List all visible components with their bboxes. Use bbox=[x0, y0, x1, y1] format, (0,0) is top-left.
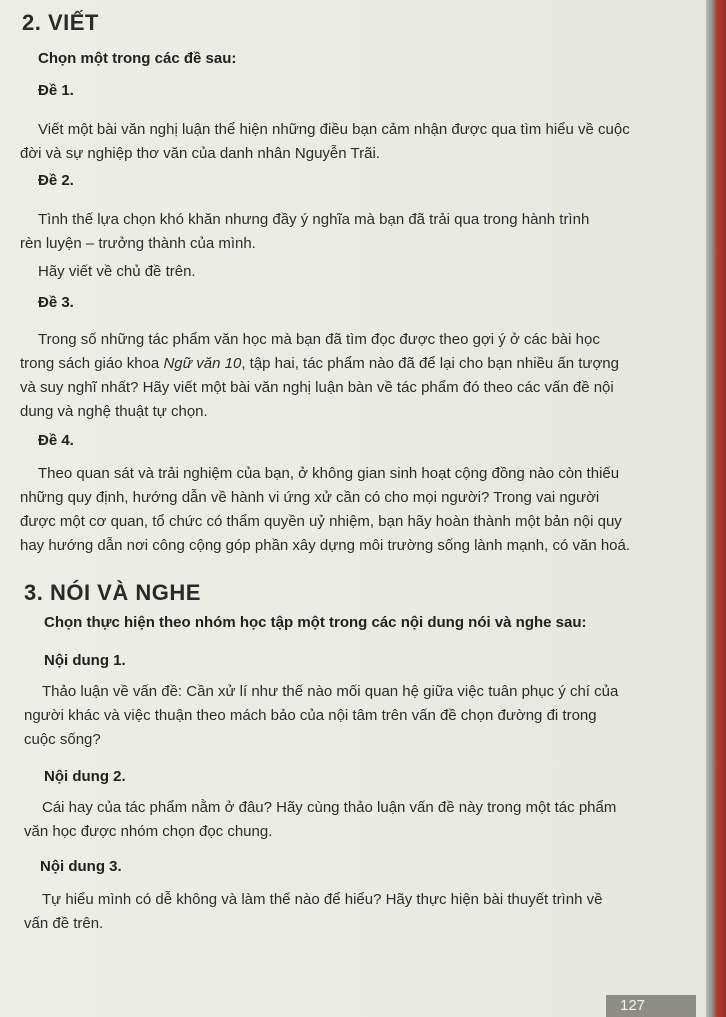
viet-intro: Chọn một trong các đề sau: bbox=[38, 50, 237, 67]
de4-line4: hay hướng dẫn nơi công cộng góp phần xây dựng môi trường sống lành mạnh, có văn hoá. bbox=[20, 537, 631, 554]
de2-line2: rèn luyện – trưởng thành của mình. bbox=[20, 235, 256, 252]
de2-text bbox=[20, 208, 589, 256]
de3-line2: trong sách giáo khoa Ngữ văn 10, tập hai, tác phẩm nào đã để lại cho bạn nhiều ấn tượng bbox=[20, 355, 619, 372]
book-edge bbox=[706, 0, 726, 1017]
de1-line1: Viết một bài văn nghị luận thể hiện những điều bạn cảm nhận được qua tìm hiểu về cuộc bbox=[38, 121, 630, 138]
de2-line1: Tình thế lựa chọn khó khăn nhưng đầy ý nghĩa mà bạn đã trải qua trong hành trình bbox=[38, 211, 590, 228]
de2-text-2 bbox=[20, 260, 196, 284]
de1-text bbox=[20, 118, 630, 166]
de3-line1: Trong số những tác phẩm văn học mà bạn đã tìm đọc được theo gợi ý ở các bài học bbox=[38, 331, 600, 348]
nd2-title: Nội dung 2. bbox=[44, 768, 126, 785]
noi-va-nghe-intro: Chọn thực hiện theo nhóm học tập một trong các nội dung nói và nghe sau: bbox=[44, 614, 587, 631]
de3-text bbox=[20, 328, 619, 424]
de3-title: Đề 3. bbox=[38, 294, 74, 311]
de4-title: Đề 4. bbox=[38, 432, 74, 449]
nd2-text bbox=[24, 778, 616, 844]
de3-line3: và suy nghĩ nhất? Hãy viết một bài văn nghị luận bàn về tác phẩm đó theo các vấn đề nội bbox=[20, 379, 614, 396]
de1-title: Đề 1. bbox=[38, 82, 74, 99]
section-heading-noi-va-nghe: 3. NÓI VÀ NGHE bbox=[24, 580, 201, 605]
nd3-title: Nội dung 3. bbox=[40, 858, 122, 875]
book-title: Ngữ văn 10 bbox=[163, 355, 242, 372]
nd3-line1: Tự hiểu mình có dễ không và làm thế nào để hiểu? Hãy thực hiện bài thuyết trình về bbox=[42, 891, 603, 908]
nd1-text bbox=[24, 680, 618, 752]
page-number: 127 bbox=[606, 995, 696, 1017]
section-heading-viet: 2. VIẾT bbox=[22, 10, 99, 35]
nd3-text bbox=[24, 866, 602, 936]
nd2-line1: Cái hay của tác phẩm nằm ở đâu? Hãy cùng thảo luận vấn đề này trong một tác phẩm bbox=[42, 799, 617, 816]
de4-text bbox=[20, 462, 630, 558]
de4-line3: được một cơ quan, tổ chức có thẩm quyền uỷ nhiệm, bạn hãy hoàn thành một bản nội quy bbox=[20, 513, 622, 530]
nd1-title: Nội dung 1. bbox=[44, 652, 126, 669]
nd1-line2: người khác và việc thuận theo mách bảo của nội tâm trên vấn đề chọn đường đi trong bbox=[24, 707, 597, 724]
de2-title: Đề 2. bbox=[38, 172, 74, 189]
nd1-line1: Thảo luận về vấn đề: Cần xử lí như thế nào mối quan hệ giữa việc tuân phục ý chí của bbox=[42, 683, 619, 700]
de3-line4: dung và nghệ thuật tự chọn. bbox=[20, 403, 208, 420]
de4-line1: Theo quan sát và trải nghiệm của bạn, ở không gian sinh hoạt cộng đồng nào còn thiếu bbox=[38, 465, 620, 482]
de4-line2: những quy định, hướng dẫn về hành vi ứng xử cần có cho mọi người? Trong vai người bbox=[20, 489, 600, 506]
de2-line3: Hãy viết về chủ đề trên. bbox=[38, 263, 196, 280]
nd2-line2: văn học được nhóm chọn đọc chung. bbox=[24, 823, 273, 840]
nd1-line3: cuộc sống? bbox=[24, 731, 101, 748]
nd3-line2: vấn đề trên. bbox=[24, 915, 104, 932]
de1-line2: đời và sự nghiệp thơ văn của danh nhân Nguyễn Trãi. bbox=[20, 145, 380, 162]
